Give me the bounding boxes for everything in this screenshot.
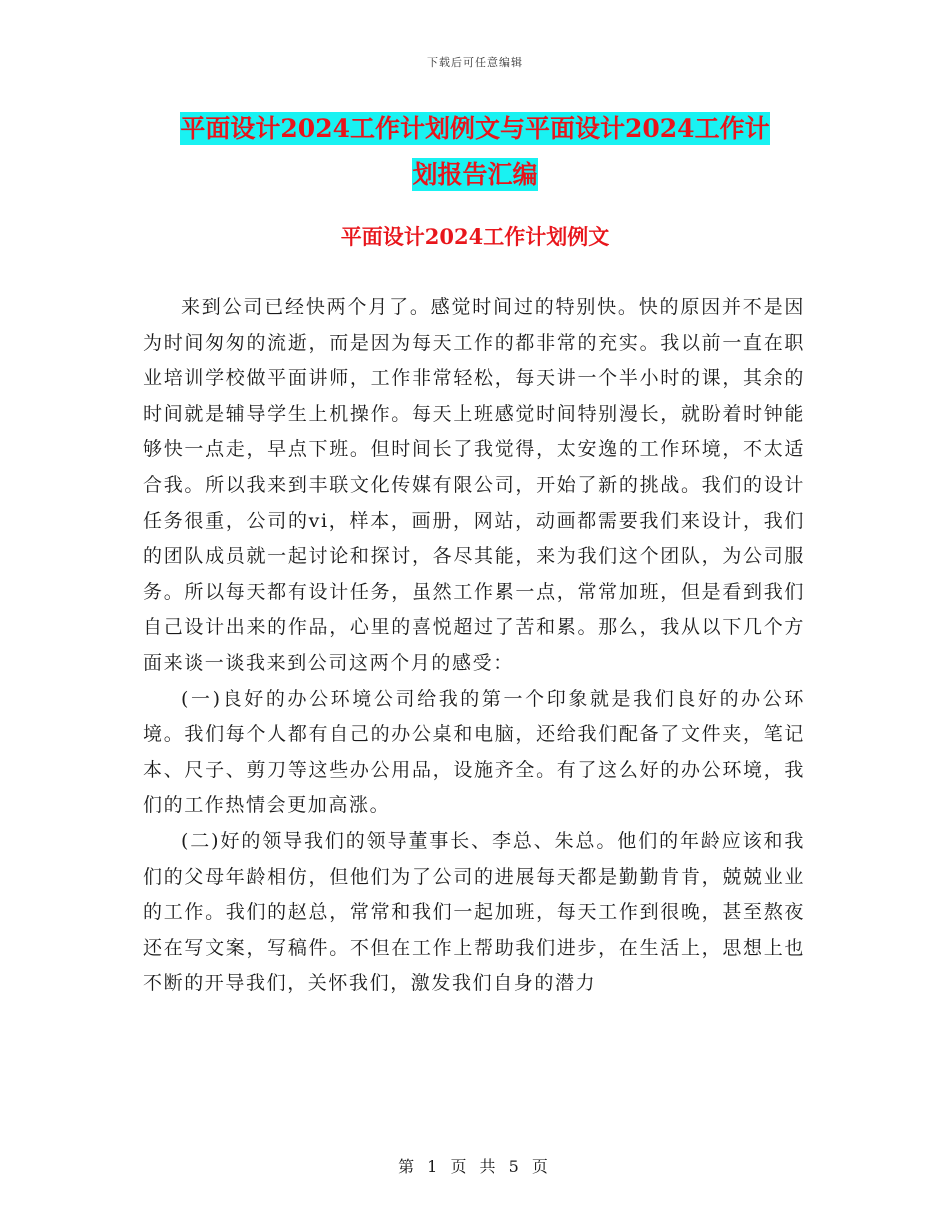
header-note: 下载后可任意编辑	[427, 56, 523, 69]
body-paragraph: (二)好的领导我们的领导董事长、李总、朱总。他们的年龄应该和我们的父母年龄相仿，但他们为了公司的进展每天都是勤勤肯肯，兢兢业业的工作。我们的赵总，常常和我们一起加班，每天工作到很晚，甚至熬夜还在写文案，写稿件。不但在工作上帮助我们进步，在生活上，思想上也不断的开导我们，关怀我们，激发我们自身的潜力	[143, 829, 805, 995]
page-indicator: 第 1 页 共 5 页	[398, 1157, 552, 1176]
document-title	[140, 106, 810, 198]
document-title-line-1: 平面设计2024工作计划例文与平面设计2024工作计	[180, 114, 770, 143]
body-paragraph: (一)良好的办公环境公司给我的第一个印象就是我们良好的办公环境。我们每个人都有自己的办公桌和电脑，还给我们配备了文件夹，笔记本、尺子、剪刀等这些办公用品，设施齐全。有了这么好的办公环境，我们的工作热情会更加高涨。	[143, 687, 805, 817]
document-title-line-2: 划报告汇编	[412, 160, 538, 189]
document-body	[143, 290, 805, 1002]
section-title: 平面设计2024工作计划例文	[340, 224, 610, 249]
body-paragraph: 来到公司已经快两个月了。感觉时间过的特别快。快的原因并不是因为时间匆匆的流逝，而是因为每天工作的都非常的充实。我以前一直在职业培训学校做平面讲师，工作非常轻松，每天讲一个半小时的课，其余的时间就是辅导学生上机操作。每天上班感觉时间特别漫长，就盼着时钟能够快一点走，早点下班。但时间长了我觉得，太安逸的工作环境，不太适合我。所以我来到丰联文化传媒有限公司，开始了新的挑战。我们的设计任务很重，公司的vi，样本，画册，网站，动画都需要我们来设计，我们的团队成员就一起讨论和探讨，各尽其能，来为我们这个团队，为公司服务。所以每天都有设计任务，虽然工作累一点，常常加班，但是看到我们自己设计出来的作品，心里的喜悦超过了苦和累。那么，我从以下几个方面来谈一谈我来到公司这两个月的感受：	[143, 296, 805, 674]
